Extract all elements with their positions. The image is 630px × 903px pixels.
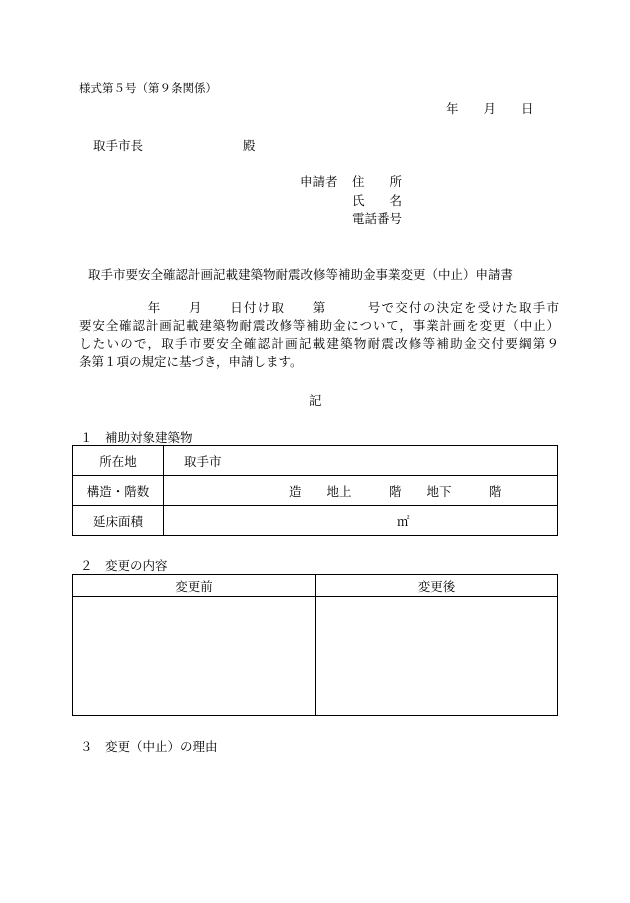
target-building-table (72, 445, 558, 536)
section2-heading: ２ 変更の内容 (80, 558, 168, 573)
ki-heading: 記 (309, 393, 322, 408)
change-content-table (72, 574, 558, 716)
before-header: 変更前 (73, 575, 316, 597)
floor-area-label: 延床面積 (73, 506, 164, 536)
applicant-heading: 申請者 (300, 174, 338, 189)
addressee: 取手市長 殿 (93, 138, 256, 153)
body-line: 年 月 日付け取 第 号で交付の決定を受けた取手市 (79, 300, 559, 315)
date-line: 年 月 日 (446, 101, 534, 116)
structure-label: 構造・階数 (73, 476, 164, 506)
body-line: 要安全確認計画記載建築物耐震改修等補助金について，事業計画を変更（中止） (79, 318, 559, 333)
applicant-phone-label: 電話番号 (352, 211, 403, 226)
table-row (73, 446, 558, 476)
table-row (73, 575, 558, 597)
body-paragraph (79, 299, 559, 371)
applicant-name-label: 氏 名 (352, 193, 403, 208)
applicant-address-label: 住 所 (352, 174, 403, 189)
after-header: 変更後 (316, 575, 558, 597)
section3-heading: ３ 変更（中止）の理由 (80, 739, 218, 754)
before-cell (73, 597, 316, 716)
structure-value: 造 地上 階 地下 階 (164, 476, 558, 506)
table-row (73, 506, 558, 536)
document-title: 取手市要安全確認計画記載建築物耐震改修等補助金事業変更（中止）申請書 (88, 267, 514, 282)
floor-area-value: ㎡ (164, 506, 558, 536)
after-cell (316, 597, 558, 716)
body-line: したいので，取手市要安全確認計画記載建築物耐震改修等補助金交付要綱第９ (79, 336, 559, 351)
table-row (73, 476, 558, 506)
form-number: 様式第５号（第９条関係） (79, 81, 217, 95)
section1-heading: １ 補助対象建築物 (80, 430, 193, 445)
body-line: 条第１項の規定に基づき，申請します。 (79, 354, 303, 369)
table-row (73, 597, 558, 716)
location-value: 取手市 (164, 446, 558, 476)
location-label: 所在地 (73, 446, 164, 476)
